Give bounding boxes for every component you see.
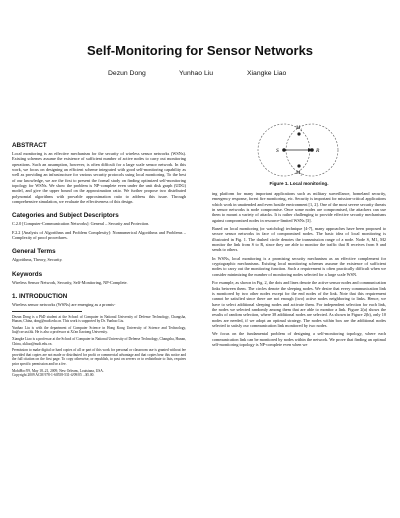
right-paragraph-1: ing platform for many important applications such as military surveillance, homeland security, emergency response, forest fire monitoring, etc. Security is important for mission-critical applications which work in unattended and even hostile environment [1, 2]. One of the most severe security threats in sensor networks is node compromise. Once some nodes are compromised, the attackers can use them to mount a variety of attacks. It is rather challenging to provide effective security mechanisms against compromised nodes in resource-limited WSNs [3]. xyxy=(212,191,386,223)
conference-info: MobiHoc'09, May 18–21, 2009, New Orleans, Louisiana, USA. xyxy=(12,368,104,373)
intro-text: Wireless sensor networks (WSNs) are emerging as a promis- xyxy=(12,302,116,308)
footnote-2: Yunhao Liu is with the department of Computer Science in Hong Kong University of Science and Technology, liu@cse.ust.hk. He is also a professor at Xi'an Jiaotong University. xyxy=(12,325,186,335)
label-m2-sub: 2 xyxy=(300,172,303,177)
keywords-text: Wireless Sensor Network, Security, Self-Monitoring, NP-Complete. xyxy=(12,279,128,285)
author-3: Xiangke Liao xyxy=(247,70,287,77)
intro-heading: 1. INTRODUCTION xyxy=(12,293,68,301)
node-m1 xyxy=(297,132,300,135)
right-paragraph-4: For example, as shown in Fig. 2, the dots and lines denote the active sensor nodes and communication links between them. The circles denote the sleeping nodes. We desire that every communication link is monitored by two other nodes except for the end nodes of the link. Note that this requirement cannot be satisfied since there are not enough (two) active nodes neighboring to links. Hence, we have to select additional sleeping nodes and activate them. For independent selection for each link, the nodes we selected randomly among them that are able to monitor a link. Figure 2(a) shows the results of random selection, where 38 additional nodes are selected. As shown in Figure 2(b), only 10 nodes are needed, if we adopt an optimal strategy. The nodes within box are the additional nodes selected to satisfy our communication link monitored by two nodes. xyxy=(212,280,386,328)
label-m2: M xyxy=(296,171,301,176)
categories-text-2: F.2.2 [Analysis of Algorithms and Problem Complexity]: Nonnumerical Algorithms and Problems – Complexity of proof procedures. xyxy=(12,229,186,241)
categories-text-1: C.2.0 [Computer-Communication Networks]: General – Security and Protection. xyxy=(12,221,150,227)
node-s xyxy=(282,148,286,152)
figure-1-caption: Figure 1. Local monitoring. xyxy=(269,181,329,186)
abstract-heading: ABSTRACT xyxy=(12,142,47,149)
categories-heading: Categories and Subject Descriptors xyxy=(12,212,119,220)
node-m2 xyxy=(297,164,300,167)
footnote-3: Xiangke Liao is a professor at the School of Computer in National University of Defense Technology, Changsha, Hunan, China, xkliao@nudt.edu.cn. xyxy=(12,337,186,346)
label-r: R xyxy=(316,148,320,154)
label-m1: M xyxy=(296,126,301,131)
copyright-notice: Copyright 2009 ACM 978-1-60558-531-4/09/05 ...$5.00. xyxy=(12,372,95,377)
right-column xyxy=(212,191,386,350)
author-1: Dezun Dong xyxy=(108,70,146,77)
keywords-heading: Keywords xyxy=(12,270,43,278)
abstract-text: Local monitoring is an effective mechanism for the security of wireless sensor networks (WSNs). Existing schemes assume the existence of sufficient number of active nodes to carry out monitoring operations. Such an assumption, however, is often difficult for a large scale sensor network. In this work, we focus on designing an efficient scheme integrated with good self-monitoring capability as well as providing an infrastructure for various security protocols using local monitoring. To the best of our knowledge, we are the first to present the formal study on finding optimized self-monitoring topology for WSNs. We show the problem is NP-complete even under the unit disk graph (UDG) model, and give the upper bound on the approximation ratio. We further propose two distributed polynomial algorithms with provable approximation ratio to address this issue. Through comprehensive simulation, we evaluate the effectiveness of this design. xyxy=(12,151,186,205)
local-monitoring-diagram xyxy=(212,94,386,188)
author-2: Yunhao Liu xyxy=(179,70,214,77)
right-paragraph-5: We focus on the fundamental problem of designing a self-monitoring topology, where each communication link can be monitored by nodes within the network. We prove that finding an optimal self-monitoring topology is NP-complete even when we xyxy=(212,331,386,347)
right-paragraph-3: In WSNs, local monitoring is a promising security mechanism as an effective complement for cryptographic mechanisms. Existing local monitoring schemes assume the existence of sufficient nodes to carry out the monitoring function. Such a requirement is often practically difficult when we consider minimizing the number of monitoring nodes selected for a large scale WSN. xyxy=(212,255,386,277)
left-column xyxy=(12,142,186,380)
general-terms-heading: General Terms xyxy=(12,248,56,256)
label-s: S xyxy=(276,148,279,154)
footnote-1: Dezun Dong is a PhD student at the School of Computer in National University of Defense Technology, Changsha, Hunan, China, dong@nudt.edu.cn. This work is supported by Dr. Yunhao Liu. xyxy=(12,314,186,323)
paper-title: Self-Monitoring for Sensor Networks xyxy=(86,43,314,58)
general-terms-text: Algorithms, Theory, Security. xyxy=(12,257,63,263)
label-m1-sub: 1 xyxy=(300,127,303,132)
node-r xyxy=(310,148,314,152)
footnote-divider xyxy=(12,311,82,312)
right-paragraph-2: Based on local monitoring (or watchdog) technique [4-7], many approaches have been proposed to secure sensor networks in face of compromised nodes. The basic idea of local monitoring is illustrated in Fig. 1. The dashed circle denotes the transmission range of a node. Node S, M1, M2 monitor the link from S to R, since they are able to monitor the traffic that R receives from S and sends to others. xyxy=(212,226,386,253)
permission-notice: Permission to make digital or hard copies of all or part of this work for personal or classroom use is granted without fee provided that copies are not made or distributed for profit or commercial advantage and that copies bear this notice and the full citation on the first page. To copy otherwise, or republish, to post on servers or to redistribute to lists, requires prior specific permission and/or a fee. xyxy=(12,348,186,366)
figure-1 xyxy=(212,94,386,188)
author-list xyxy=(0,70,400,84)
